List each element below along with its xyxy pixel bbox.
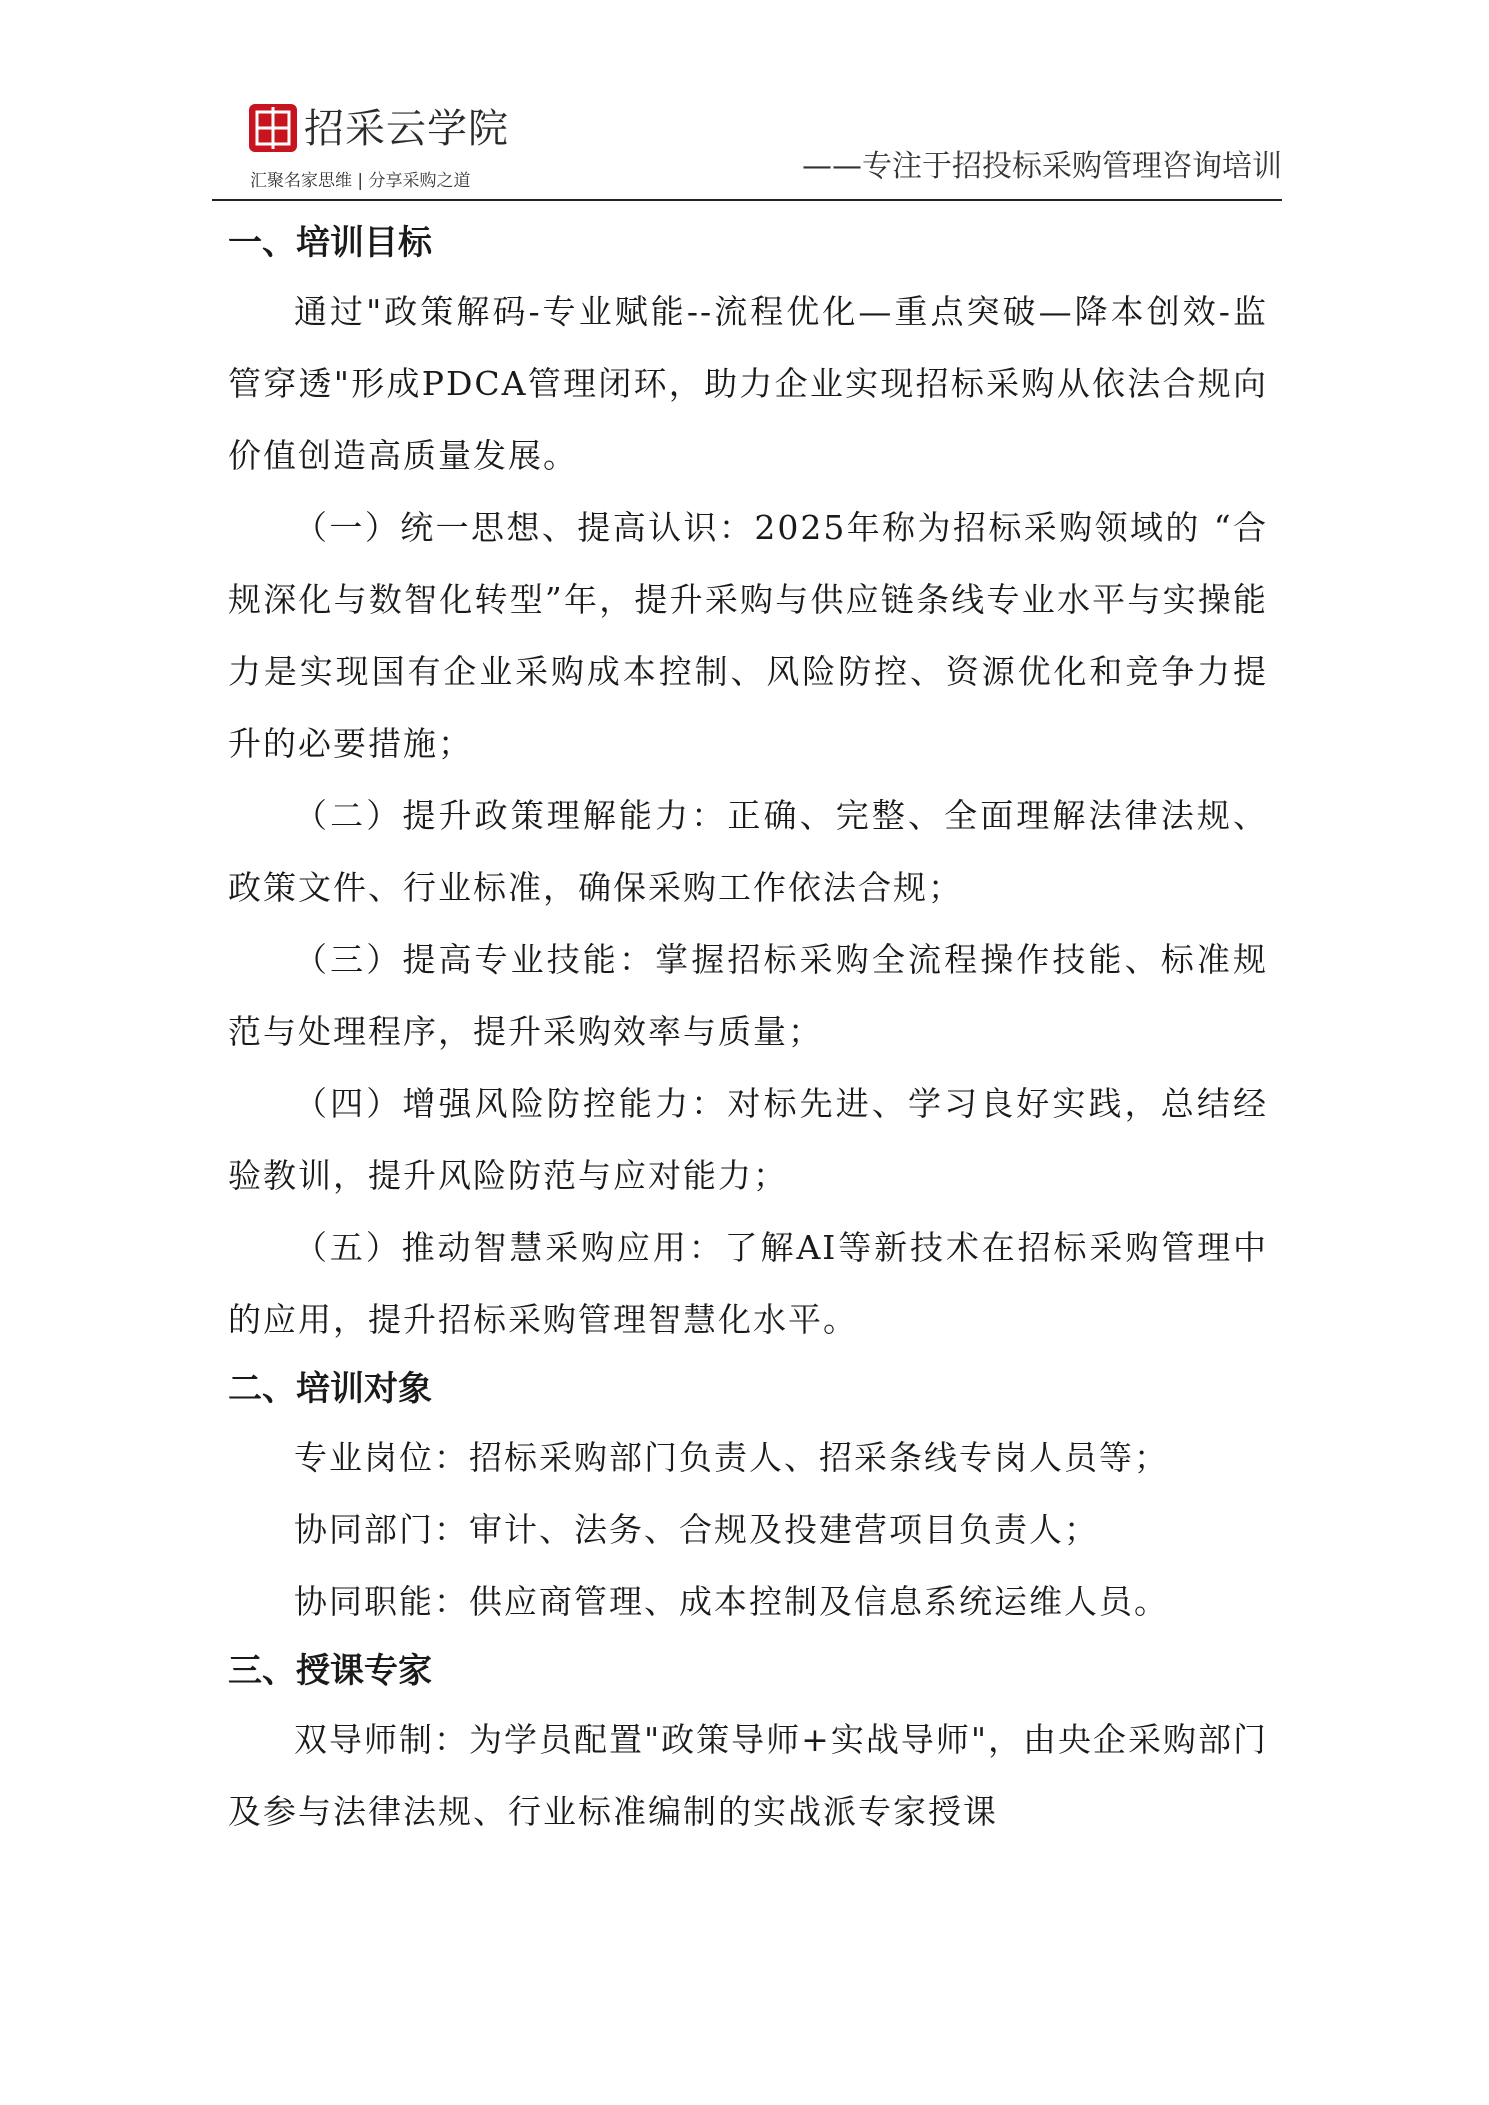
page-header: [212, 95, 1282, 205]
logo-name: 招采云学院: [304, 106, 509, 152]
paragraph: （一）统一思想、提高认识：2025年称为招标采购领域的 “合规深化与数智化转型”年，提升采购与供应链条线专业水平与实操能力是实现国有企业采购成本控制、风险防控、资源优化和竞争力提升的必要措施；: [228, 508, 1268, 763]
paragraph: 通过"政策解码-专业赋能--流程优化—重点突破—降本创效-监管穿透"形成PDCA管理闭环，助力企业实现招标采购从依法合规向价值创造高质量发展。: [228, 292, 1268, 475]
audience-item: 协同部门：审计、法务、合规及投建营项目负责人；: [294, 1510, 1099, 1549]
section-heading: 二、培训对象: [228, 1369, 432, 1409]
logo-icon: [248, 103, 298, 153]
section-instructors: [228, 1638, 1268, 1848]
paragraph: （四）增强风险防控能力：对标先进、学习良好实践，总结经验教训，提升风险防范与应对能力；: [228, 1084, 1268, 1195]
audience-item: 专业岗位：招标采购部门负责人、招采条线专岗人员等；: [294, 1438, 1169, 1477]
section-training-goals: [228, 210, 1268, 1356]
logo-slogan: 汇聚名家思维 | 分享采购之道: [250, 171, 471, 191]
header-divider: [212, 199, 1282, 201]
section-heading: 三、授课专家: [228, 1651, 432, 1691]
paragraph: （三）提高专业技能：掌握招标采购全流程操作技能、标准规范与处理程序，提升采购效率与质量；: [228, 940, 1268, 1051]
audience-item: 协同职能：供应商管理、成本控制及信息系统运维人员。: [294, 1582, 1169, 1621]
document-body: [228, 210, 1268, 1848]
paragraph: （二）提升政策理解能力：正确、完整、全面理解法律法规、政策文件、行业标准，确保采购工作依法合规；: [228, 796, 1268, 907]
section-heading: 一、培训目标: [228, 223, 432, 263]
logo: [248, 103, 528, 193]
section-training-audience: [228, 1356, 1268, 1638]
header-tagline: ——专注于招投标采购管理咨询培训: [802, 149, 1282, 184]
paragraph: （五）推动智慧采购应用：了解AI等新技术在招标采购管理中的应用，提升招标采购管理智慧化水平。: [228, 1228, 1268, 1339]
paragraph: 双导师制：为学员配置"政策导师+实战导师"，由央企采购部门及参与法律法规、行业标准编制的实战派专家授课: [228, 1720, 1269, 1831]
